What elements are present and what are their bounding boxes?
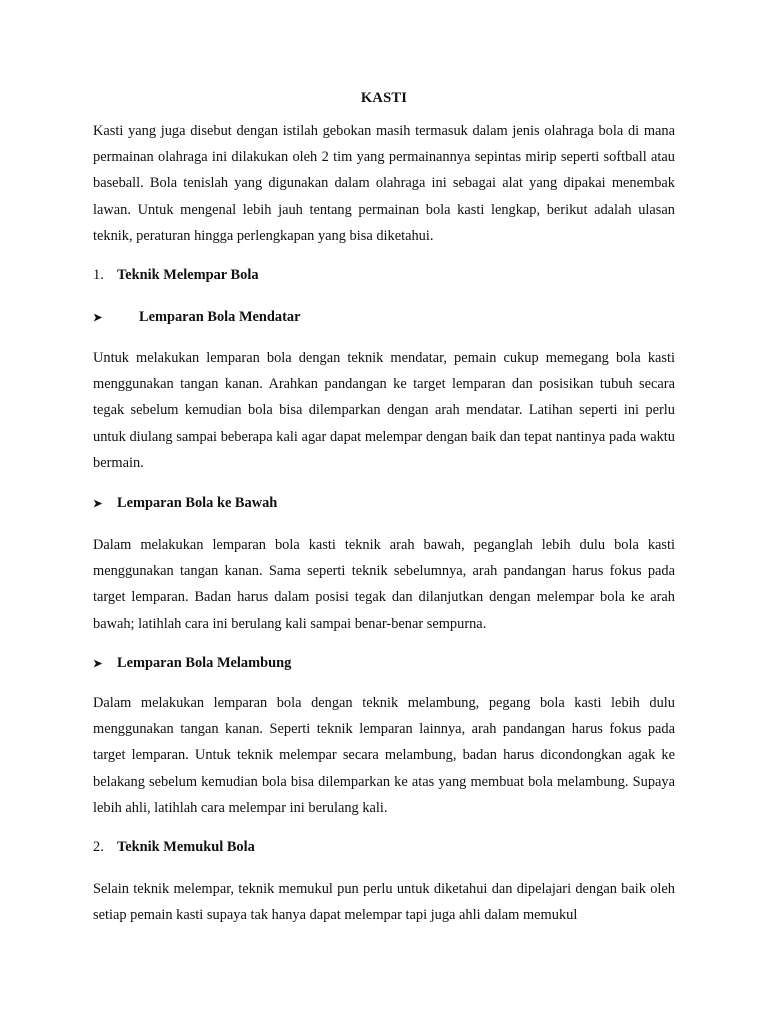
- subsection-3-title: Lemparan Bola Melambung: [117, 655, 292, 671]
- subsection-2-heading: [93, 494, 277, 513]
- section-2-title: Teknik Memukul Bola: [117, 839, 255, 855]
- subsection-3-paragraph: Dalam melakukan lemparan bola dengan teknik melambung, pegang bola kasti lebih dulu menggunakan tangan kanan. Seperti teknik lemparan lainnya, arah pandangan harus fokus pada target lemparan. Untuk teknik melempar secara melambung, badan harus dicondongkan agak ke belakang sebelum kemudian bola bisa dilemparkan ke atas yang membuat bola melambung. Supaya lebih ahli, latihlah cara melempar ini berulang kali.: [93, 695, 675, 816]
- subsection-2-paragraph: Dalam melakukan lemparan bola kasti teknik arah bawah, peganglah lebih dulu bola kasti menggunakan tangan kanan. Sama seperti teknik sebelumnya, arah pandangan harus fokus pada target lemparan. Badan harus dalam posisi tegak dan dilanjutkan dengan melempar bola ke arah bawah; latihlah cara ini berulang kali sampai benar-benar sempurna.: [93, 537, 675, 632]
- arrow-bullet-icon: ➤: [93, 658, 103, 670]
- section-2-heading: [93, 838, 255, 856]
- subsection-1-title: Lemparan Bola Mendatar: [139, 309, 301, 325]
- document-title: KASTI: [360, 90, 408, 106]
- arrow-bullet-icon: ➤: [93, 498, 103, 510]
- subsection-1-paragraph: Untuk melakukan lemparan bola dengan teknik mendatar, pemain cukup memegang bola kasti menggunakan tangan kanan. Arahkan pandangan ke target lemparan dan posisikan tubuh secara tegak sebelum kemudian bola bisa dilemparkan dengan arah mendatar. Latihan seperti ini perlu untuk diulang sampai beberapa kali agar dapat melempar dengan baik dan tepat nantinya pada waktu bermain.: [93, 350, 675, 471]
- section-1-number: 1.: [93, 267, 104, 283]
- intro-paragraph: Kasti yang juga disebut dengan istilah gebokan masih termasuk dalam jenis olahraga bola di mana permainan olahraga ini dilakukan oleh 2 tim yang permainannya sepintas mirip seperti softball atau baseball. Bola tenislah yang digunakan dalam olahraga ini sebagai alat yang dipakai menembak lawan. Untuk mengenal lebih jauh tentang permainan bola kasti lengkap, berikut adalah ulasan teknik, peraturan hingga perlengkapan yang bisa diketahui.: [93, 123, 675, 244]
- section-2-paragraph: Selain teknik melempar, teknik memukul pun perlu untuk diketahui dan dipelajari dengan baik oleh setiap pemain kasti supaya tak hanya dapat melempar tapi juga ahli dalam memukul: [93, 881, 675, 924]
- section-1-heading: [93, 266, 259, 284]
- section-2-number: 2.: [93, 839, 104, 855]
- subsection-1-heading: [93, 308, 301, 327]
- subsection-3-heading: [93, 654, 291, 673]
- section-1-title: Teknik Melempar Bola: [117, 267, 259, 283]
- arrow-bullet-icon: ➤: [93, 312, 103, 324]
- subsection-2-title: Lemparan Bola ke Bawah: [117, 495, 278, 511]
